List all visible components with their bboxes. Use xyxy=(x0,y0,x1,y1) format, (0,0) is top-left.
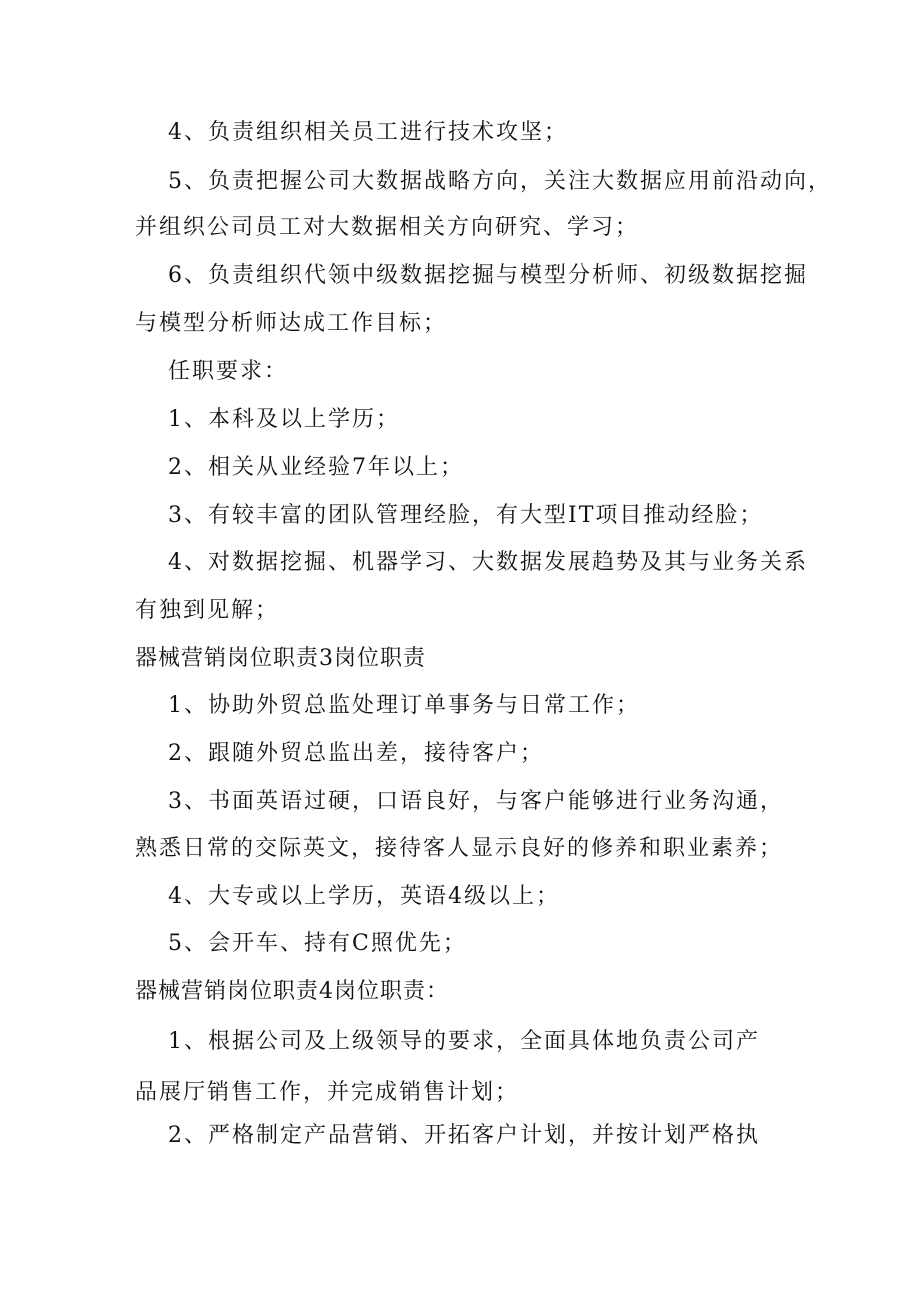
text-line: 品展厅销售工作，并完成销售计划； xyxy=(135,1080,520,1105)
text-line: 1、本科及以上学历； xyxy=(168,407,400,432)
text-line: 1、根据公司及上级领导的要求，全面具体地负责公司产 xyxy=(168,1029,760,1054)
text-line: 1、协助外贸总监处理订单事务与日常工作； xyxy=(168,693,640,718)
text-line: 2、相关从业经验7年以上； xyxy=(168,455,464,480)
text-line: 2、严格制定产品营销、开拓客户计划，并按计划严格执 xyxy=(168,1123,760,1148)
text-line: 3、有较丰富的团队管理经脸，有大型IT项目推动经脸； xyxy=(168,503,764,528)
section-heading: 任职要求： xyxy=(168,359,289,384)
text-line: 6、负责组织代领中级数据挖掘与模型分析师、初级数据挖掘 xyxy=(168,263,808,288)
text-line: 熟悉日常的交际英文，接待客人显示良好的修养和职业素养； xyxy=(135,836,784,861)
text-line: 与模型分析师达成工作目标； xyxy=(135,311,448,336)
text-line: 并组织公司员工对大数据相关方向研究、学习； xyxy=(135,215,640,240)
text-line: 5、会开车、持有C照优先； xyxy=(168,931,467,956)
text-line: 4、负责组织相关员工进行技术攻坚； xyxy=(168,120,568,145)
text-line: 有独到见解； xyxy=(135,598,280,623)
text-line: 2、跟随外贸总监出差，接待客户； xyxy=(168,741,544,766)
text-line: 4、对数据挖掘、机器学习、大数据发展趋势及其与业务关系 xyxy=(168,550,808,575)
section-heading: 器械营销岗位职责3岗位职责 xyxy=(135,646,426,671)
text-line: 4、大专或以上学历，英语4级以上； xyxy=(168,884,560,909)
text-line: 5、负责把握公司大数据战略方向，关注大数据应用前沿动向， xyxy=(168,169,832,194)
text-line: 3、书面英语过硬，口语良好，与客户能够进行业务沟通， xyxy=(168,789,784,814)
section-heading: 器械营销岗位职责4岗位职责： xyxy=(135,979,449,1004)
